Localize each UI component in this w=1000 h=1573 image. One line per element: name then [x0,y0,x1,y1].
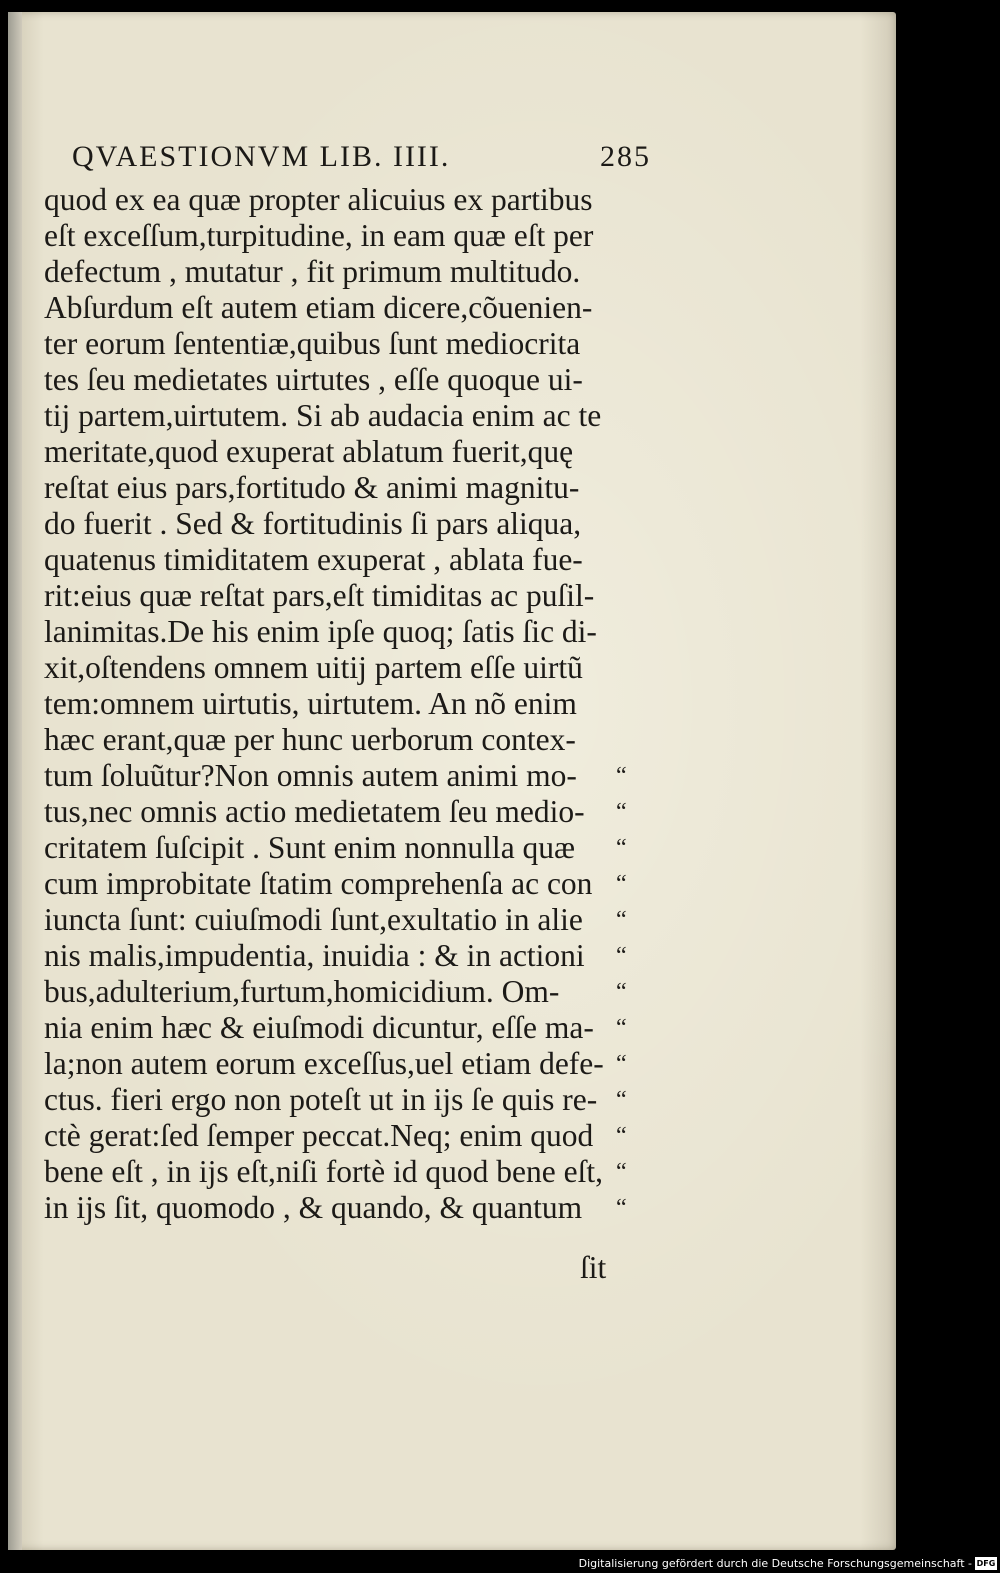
running-head [72,140,672,176]
text-line: nis malis,impudentia, inuidia : & in actioni [44,938,585,973]
dfg-logo: DFG [976,1559,996,1568]
text-line: meritate,quod exuperat ablatum fuerit,quę [44,434,574,469]
text-line: tij partem,uirtutem. Si ab audacia enim ac te [44,398,602,433]
text-line: quatenus timiditatem exuperat , ablata fue- [44,542,583,577]
quote-mark: “ [616,1015,627,1041]
quote-mark: “ [616,1123,627,1149]
quote-mark: “ [616,1195,627,1221]
running-head-title: QVAESTIONVM LIB. IIII. [72,140,451,173]
text-line: tem:omnem uirtutis, uirtutem. An nõ enim [44,686,577,721]
text-line: ctus. fieri ergo non poteſt ut in ijs ſe quis re- [44,1082,598,1117]
text-line: tes ſeu medietates uirtutes , eſſe quoque ui- [44,362,583,397]
quote-mark: “ [616,907,627,933]
text-line: lanimitas.De his enim ipſe quoq; ſatis ſic di- [44,614,597,649]
text-line: ter eorum ſententiæ,quibus ſunt mediocrita [44,326,581,361]
quote-mark: “ [616,1051,627,1077]
text-line: bus,adulterium,furtum,homicidium. Om- [44,974,560,1009]
text-line: reſtat eius pars,fortitudo & animi magnitu- [44,470,580,505]
quote-mark: “ [616,943,627,969]
page-number: 285 [600,140,651,173]
text-line: cum improbitate ſtatim comprehenſa ac con [44,866,593,901]
quote-mark: “ [616,871,627,897]
text-line: tus,nec omnis actio medietatem ſeu medio- [44,794,585,829]
text-line: Abſurdum eſt autem etiam dicere,cõuenien- [44,290,593,325]
text-line: eſt exceſſum,turpitudine, in eam quæ eſt per [44,218,594,253]
text-line: xit,oſtendens omnem uitij partem eſſe uirtũ [44,650,583,685]
text-line: hæc erant,quæ per hunc uerborum contex- [44,722,576,757]
text-line: tum ſoluũtur?Non omnis autem animi mo- [44,758,577,793]
quote-mark: “ [616,1159,627,1185]
digitization-credit: Digitalisierung gefördert durch die Deutsche Forschungsgemeinschaft - [578,1557,972,1570]
text-line: bene eſt , in ijs eſt,niſi fortè id quod bene eſt, [44,1154,603,1189]
text-line: rit:eius quæ reſtat pars,eſt timiditas ac puſil- [44,578,595,613]
quote-mark: “ [616,1087,627,1113]
text-line: la;non autem eorum exceſſus,uel etiam defe- [44,1046,604,1081]
quote-mark: “ [616,979,627,1005]
text-line: ctè gerat:ſed ſemper peccat.Neq; enim quod [44,1118,594,1153]
text-line: in ijs ſit, quomodo , & quando, & quantum [44,1190,583,1225]
text-line: defectum , mutatur , fit primum multitudo. [44,254,581,289]
quote-mark: “ [616,763,627,789]
text-line: nia enim hæc & eiuſmodi dicuntur, eſſe ma- [44,1010,594,1045]
quote-mark: “ [616,835,627,861]
text-line: do fuerit . Sed & fortitudinis ſi pars aliqua, [44,506,582,541]
text-line: quod ex ea quæ propter alicuius ex partibus [44,182,593,217]
quote-mark: “ [616,799,627,825]
text-line: critatem ſuſcipit . Sunt enim nonnulla quæ [44,830,576,865]
text-line: iuncta ſunt: cuiuſmodi ſunt,exultatio in alie [44,902,583,937]
page-gutter [8,12,22,1550]
catchword: ſit [580,1250,607,1285]
